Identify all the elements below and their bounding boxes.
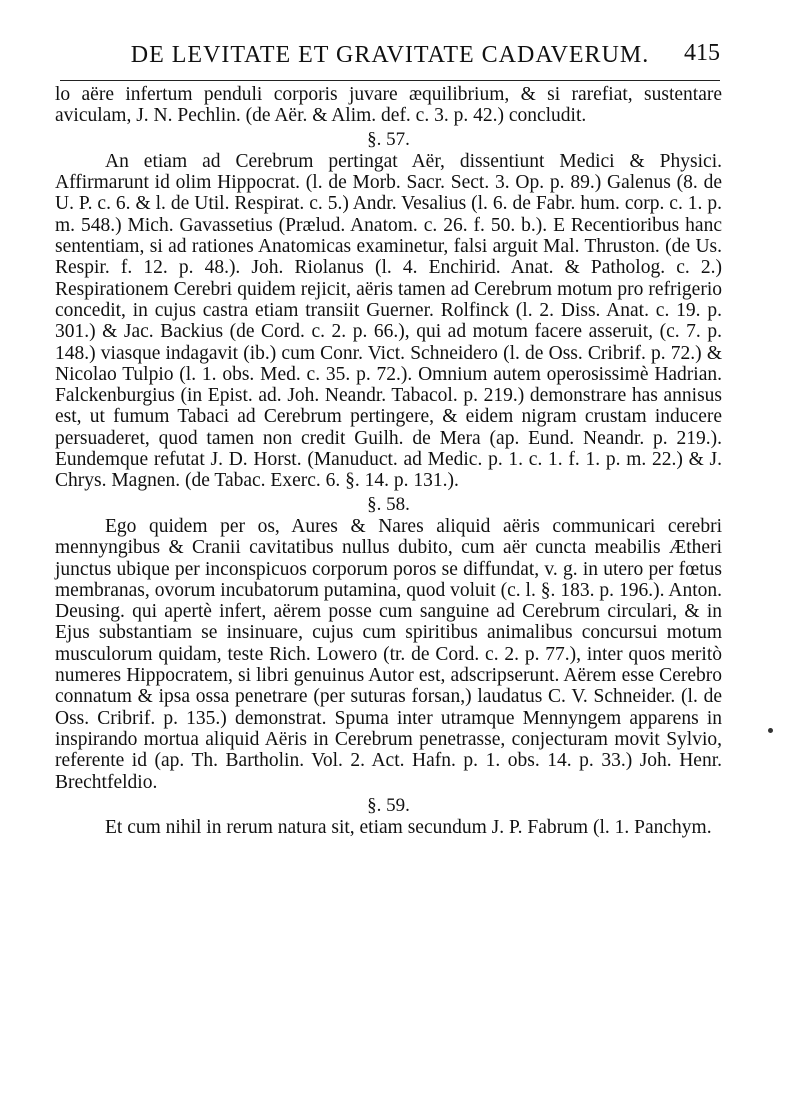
body-text (55, 84, 722, 838)
margin-dot (768, 728, 773, 733)
paragraph: An etiam ad Cerebrum pertingat Aër, dissentiunt Medici & Physici. Affirmarunt id olim Hippocrat. (l. de Morb. Sacr. Sect. 3. Op. p. 89.) Galenus (8. de U. P. c. 6. & l. de Util. Respirat. c. 5.) Andr. Vesalius (l. 6. de Fabr. hum. corp. c. 1. p. m. 548.) Mich. Gavassetius (Prælud. Anatom. c. 26. f. 50. b.). E Recentioribus hanc sententiam, si ad rationes Anatomicas examinetur, falsi arguit Mal. Thruston. (de Us. Respir. f. 12. p. 48.). Joh. Riolanus (l. 4. Enchirid. Anat. & Patholog. c. 2.) Respirationem Cerebri quidem rejicit, aëris tamen ad Cerebrum motum pro refrigerio concedit, in cujus castra etiam transiit Guerner. Rolfinck (l. 2. Diss. Anat. c. 19. p. 301.) & Jac. Backius (de Cord. c. 2. p. 66.), qui ad motum facere asseruit, (c. 7. p. 148.) viasque indagavit (ib.) cum Conr. Vict. Schneidero (l. de Oss. Cribrif. p. 72.) & Nicolao Tulpio (l. 1. obs. Med. c. 35. p. 72.). Omnium autem operosissimè Hadrian. Falckenburgius (in Epist. ad. Joh. Neandr. Tabacol. p. 219.) demonstrare has annisus est, ut fumum Tabaci ad Cerebrum pertingere, & eidem nigram crustam inducere persuaderet, quod tamen non credit Guilh. de Mera (ap. Eund. Neandr. p. 219.). Eundemque refutat J. D. Horst. (Manuduct. ad Medic. p. 1. c. 1. f. 1. p. m. 22.) & J. Chrys. Magnen. (de Tabac. Exerc. 6. §. 14. p. 131.). (55, 150, 722, 492)
section-number: §. 59. (367, 794, 410, 816)
page-number: 415 (684, 40, 720, 66)
section-number: §. 57. (367, 128, 410, 150)
header-rule (60, 80, 720, 81)
section-number: §. 58. (367, 493, 410, 515)
running-title: DE LEVITATE ET GRAVITATE CADAVERUM. (130, 42, 650, 68)
paragraph: lo aëre infertum penduli corporis juvare æquilibrium, & si rarefiat, sustentare aviculam, J. N. Pechlin. (de Aër. & Alim. def. c. 3. p. 42.) concludit. (55, 84, 722, 127)
paragraph: Ego quidem per os, Aures & Nares aliquid aëris communicari cerebri mennyngibus & Cranii cavitatibus nullus dubito, cum aër cuncta meabilis Ætheri junctus ubique per inconspicuos corporum poros se diffundat, v. g. in utero per fœtus membranas, ovorum incubatorum putamina, quod voluit (c. l. §. 183. p. 196.). Anton. Deusing. qui apertè infert, aërem posse cum sanguine ad Cerebrum circulari, & in Ejus substantiam se insinuare, cujus cum spiritibus animalibus concursui motum musculorum quidam, teste Rich. Lowero (tr. de Cord. c. 2. p. 77.), inter quos meritò numeres Hippocratem, si libri genuinus Autor est, adscripserunt. Aërem esse Cerebro connatum & ipsa ossa penetrare (per suturas forsan,) laudatus C. V. Schneider. (l. de Oss. Cribrif. p. 135.) demonstrat. Spuma inter utramque Mennyngem apparens in inspirando mortua aliquid Aëris in Cerebrum penetrasse, conjecturam movit Sylvio, referente id (ap. Th. Bartholin. Vol. 2. Act. Hafn. p. 1. obs. 14. p. 33.) Joh. Henr. Brechtfeldio. (55, 515, 722, 793)
paragraph: Et cum nihil in rerum natura sit, etiam secundum J. P. Fabrum (l. 1. Panchym. (105, 817, 712, 839)
page-header (60, 42, 720, 80)
